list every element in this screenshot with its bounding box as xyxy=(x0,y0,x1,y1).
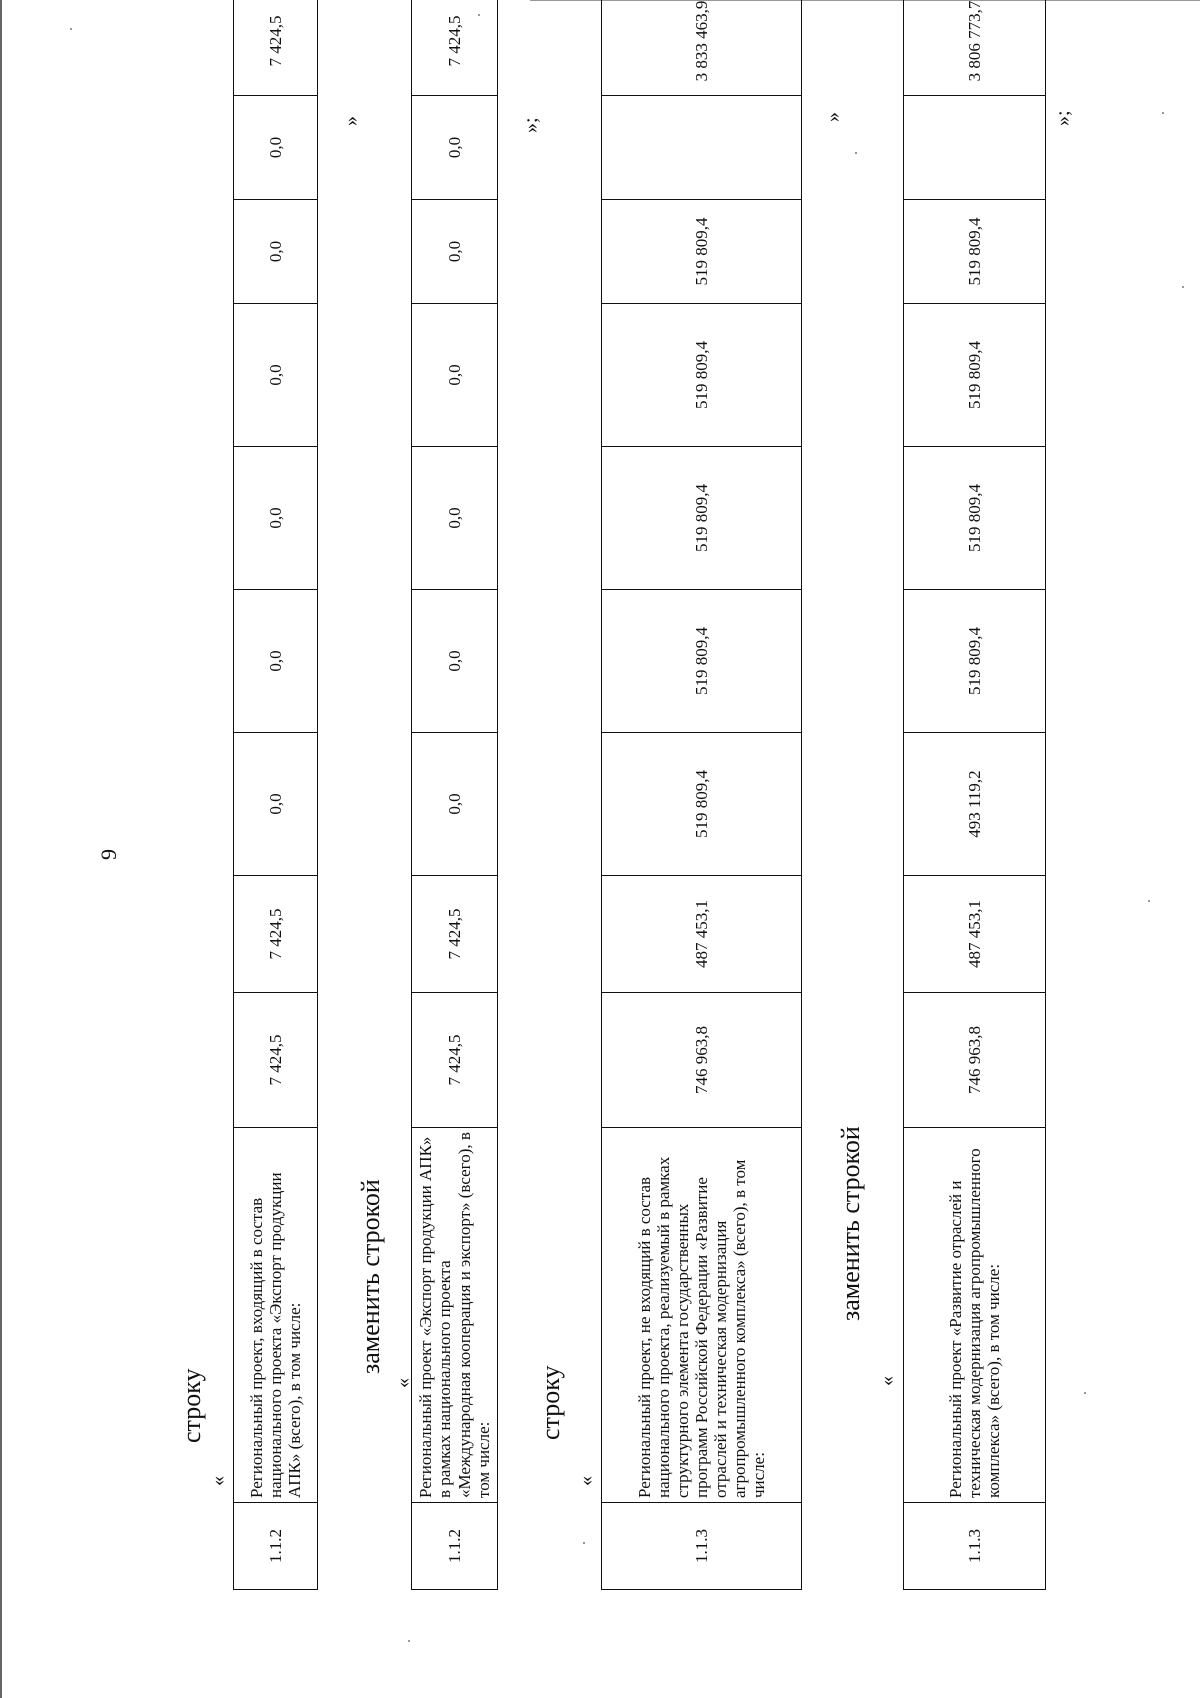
value-cell: 519 809,4 xyxy=(602,200,802,304)
row-code: 1.1.3 xyxy=(602,1503,802,1590)
close-quote: » xyxy=(340,116,362,126)
row-name: Региональный проект «Развитие отраслей и техническая модернизация агропромышленного комплекса» (всего), в том числе: xyxy=(904,1128,1046,1503)
value-cell: 0,0 xyxy=(234,304,318,447)
value-cell: 519 809,4 xyxy=(904,200,1046,304)
value-cell: 487 453,1 xyxy=(602,876,802,993)
close-quote: » xyxy=(822,112,844,122)
table-row xyxy=(602,0,802,1590)
label-stroku: строку xyxy=(177,1368,206,1443)
value-cell: 0,0 xyxy=(412,96,498,200)
value-cell: 746 963,8 xyxy=(602,993,802,1128)
value-cell: 519 809,4 xyxy=(904,447,1046,590)
value-cell: 519 809,4 xyxy=(904,304,1046,447)
value-cell: 0,0 xyxy=(234,96,318,200)
value-cell: 519 809,4 xyxy=(602,590,802,733)
table-row xyxy=(904,0,1046,1590)
table-row xyxy=(234,0,318,1590)
value-cell: 519 809,4 xyxy=(602,447,802,590)
value-cell: 7 424,5 xyxy=(234,0,318,96)
value-cell: 3 806 773,7 xyxy=(904,0,1046,96)
replacement-table xyxy=(601,0,802,1590)
value-cell: 0,0 xyxy=(234,447,318,590)
value-cell: 0,0 xyxy=(234,200,318,304)
value-cell: 0,0 xyxy=(412,447,498,590)
value-cell: 493 119,2 xyxy=(904,733,1046,876)
label-zamenit-strokoi: заменить строкой xyxy=(356,1179,385,1374)
value-cell xyxy=(904,96,1046,200)
value-cell: 7 424,5 xyxy=(234,993,318,1128)
value-cell: 7 424,5 xyxy=(412,876,498,993)
row-code: 1.1.2 xyxy=(234,1503,318,1590)
close-quote: »; xyxy=(1052,110,1074,126)
value-cell: 519 809,4 xyxy=(602,304,802,447)
replacement-table xyxy=(903,0,1046,1590)
row-name: Региональный проект, входящий в состав национального проекта «Экспорт продукции АПК» (всего), в том числе: xyxy=(234,1128,318,1503)
value-cell: 0,0 xyxy=(412,304,498,447)
row-code: 1.1.3 xyxy=(904,1503,1046,1590)
value-cell: 0,0 xyxy=(234,733,318,876)
value-cell: 0,0 xyxy=(412,200,498,304)
replacement-table xyxy=(411,0,498,1590)
table-row xyxy=(412,0,498,1590)
value-cell: 7 424,5 xyxy=(234,876,318,993)
value-cell: 3 833 463,9 xyxy=(602,0,802,96)
open-quote: « xyxy=(207,1476,229,1486)
value-cell: 746 963,8 xyxy=(904,993,1046,1128)
value-cell: 7 424,5 xyxy=(412,0,498,96)
value-cell: 519 809,4 xyxy=(904,590,1046,733)
row-name: Региональный проект «Экспорт продукции АПК» в рамках национального проекта «Международная кооперация и экспорт» (всего), в том числе: xyxy=(412,1128,498,1503)
open-quote: « xyxy=(392,1378,414,1388)
value-cell xyxy=(602,96,802,200)
label-zamenit-strokoi: заменить строкой xyxy=(836,1126,865,1321)
replacement-table xyxy=(233,0,318,1590)
value-cell: 487 453,1 xyxy=(904,876,1046,993)
value-cell: 0,0 xyxy=(412,733,498,876)
page-number: 9 xyxy=(96,849,121,860)
open-quote: « xyxy=(876,1376,898,1386)
value-cell: 519 809,4 xyxy=(602,733,802,876)
label-stroku: строку xyxy=(536,1365,565,1440)
open-quote: « xyxy=(575,1476,597,1486)
close-quote: »; xyxy=(520,117,542,133)
value-cell: 0,0 xyxy=(412,590,498,733)
row-code: 1.1.2 xyxy=(412,1503,498,1590)
value-cell: 7 424,5 xyxy=(412,993,498,1128)
value-cell: 0,0 xyxy=(234,590,318,733)
row-name: Региональный проект, не входящий в состав национального проекта, реализуемый в рамках структурного элемента государственных программ Российской Федерации «Развитие отраслей и техническая модернизация агропромышленного комплекса» (всего), в том числе: xyxy=(602,1128,802,1503)
